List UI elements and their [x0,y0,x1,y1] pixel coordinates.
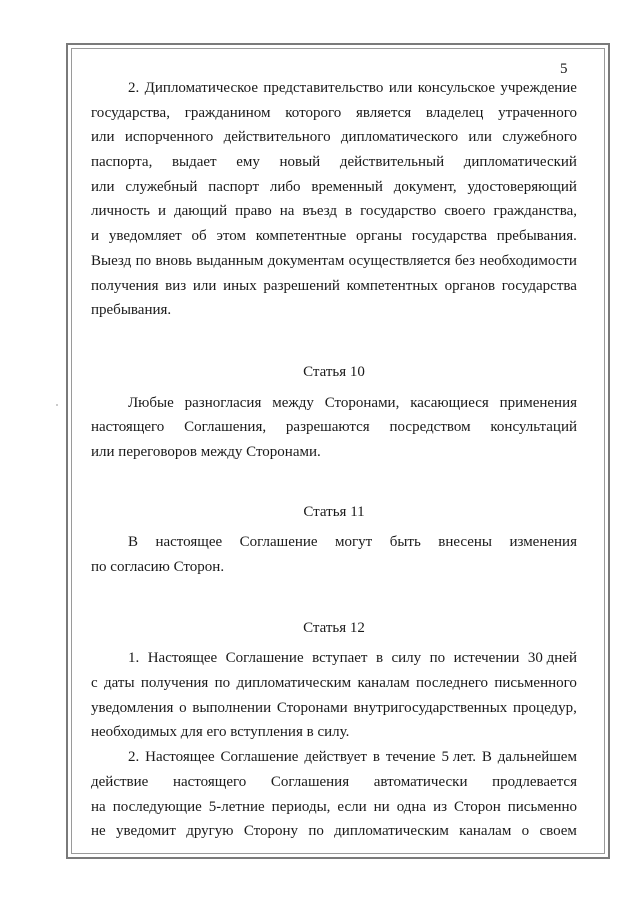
word: по [214,675,231,692]
word: между [272,394,314,411]
scan-speck [56,404,58,406]
word: или [91,178,115,195]
text-line [91,795,577,820]
word: временный [311,178,383,195]
text-line [91,249,577,274]
word: паспорт [208,178,260,195]
text-line [91,101,577,126]
word: виз [165,277,187,294]
word: Сторон. [173,559,225,575]
word: каналам [459,823,512,840]
word: Соглашение [225,650,304,667]
word: 2. [128,749,140,766]
word: пребывания. [91,302,172,319]
word: дипломатический [463,154,577,171]
word: уведомляет [108,228,182,245]
word: пребывания. [496,228,577,245]
article-heading: Статья 11 [303,503,365,520]
word: в [372,749,380,766]
word: дипломатическим [236,675,352,692]
word: вступает [312,650,368,667]
word: на [279,203,295,220]
word: дальнейшем [497,749,577,766]
word: удостоверяющий [467,178,577,195]
word: разрешений [263,277,340,294]
text-line [91,770,577,795]
word: въезд [302,203,338,220]
word: или [388,80,413,96]
text-line [91,224,577,249]
word: посредством [389,419,471,436]
word: Сторонами [276,699,348,716]
word: утраченного [498,104,577,121]
word: если [337,798,367,815]
word: 30 дней [527,650,577,667]
word: об [191,228,207,245]
word: своем [539,823,577,840]
word: одна [396,798,427,815]
page-number: 5 [560,61,568,77]
word: Соглашение [239,534,318,551]
word: в [306,724,314,741]
word: Сторон [454,798,501,815]
word: своего [444,203,486,220]
word: для [180,724,203,741]
word: по [429,650,446,667]
word: органы [356,228,402,245]
word: документ, [393,178,457,195]
text-line [91,391,577,416]
text-line [91,696,577,721]
word: получения [91,277,159,294]
word: настоящего [172,773,247,790]
word: служебный [125,178,198,195]
word: Сторонами, [324,394,400,411]
word: по [135,252,152,269]
word: каналам [357,675,410,692]
word: продлевается [492,773,577,790]
word: изменения [509,534,577,551]
article-11 [91,500,577,580]
text-line [91,646,577,671]
text-line [91,555,577,580]
document-body [91,76,577,844]
word: с [91,675,98,692]
text-line [91,175,577,200]
word: испорченного [124,129,214,146]
word: не [91,823,106,840]
word: документам [267,252,345,269]
text-line [91,671,577,696]
word: или [468,129,492,146]
word: владелец [425,104,484,121]
text-line [91,125,577,150]
article-10 [91,360,577,465]
word: Сторонами. [246,443,321,460]
word: силу. [317,724,350,741]
text-line [91,199,577,224]
word: выдает [171,154,217,171]
word: представительство [263,80,384,96]
word: истечении [453,650,520,667]
word: письменного [494,675,577,692]
word: переговоров [118,443,197,460]
word: вновь [155,252,192,269]
word: действительного [223,129,331,146]
word: по [91,559,107,575]
word: консульское [417,80,495,96]
word: государства [501,277,577,294]
text-line [91,76,577,101]
word: внесены [438,534,492,551]
word: Настоящее [145,749,215,766]
word: ему [236,154,260,171]
word: гражданства, [493,203,577,220]
word: необходимости [479,252,577,269]
word: дающий [174,203,228,220]
word: вступления [230,724,303,741]
word: этом [216,228,246,245]
word: 1. [128,650,140,667]
word: органов [444,277,496,294]
word: периоды, [271,798,331,815]
word: по [308,823,324,840]
word: и [158,203,167,220]
word: ни [373,798,390,815]
article-12 [91,616,577,844]
word: В [128,534,139,551]
word: государства, [91,104,170,121]
word: консультаций [490,419,577,436]
section-9-continuation [91,76,577,323]
word: письменно [507,798,577,815]
word: выданным [196,252,264,269]
word: компетентные [255,228,347,245]
word: без [454,252,476,269]
word: необходимых [91,724,177,741]
word: служебного [502,129,577,146]
word: или [192,277,217,294]
word: о [179,699,187,716]
word: или [91,129,115,146]
word: процедур, [513,699,577,716]
word: уведомления [91,699,174,716]
word: силу [391,650,422,667]
word: получения [140,675,209,692]
word: право [235,203,272,220]
word: компетентных [346,277,438,294]
word: 2. [128,80,140,96]
word: Соглашения, [184,419,267,436]
word: личность [91,203,151,220]
text-line [91,150,577,175]
text-line [91,530,577,555]
text-line [91,440,577,465]
word: действительный [339,154,445,171]
word: его [206,724,227,741]
text-line [91,274,577,299]
word: быть [389,534,421,551]
word: Дипломатическое [144,80,258,96]
text-line [91,745,577,770]
word: в [345,203,353,220]
text-line [91,415,577,440]
word: из [433,798,448,815]
word: между [200,443,243,460]
article-heading: Статья 12 [303,619,365,636]
word: разногласия [184,394,262,411]
word: Сторону [243,823,299,840]
word: Любые [128,394,174,411]
word: действует [304,749,367,766]
word: в [375,650,384,667]
word: внутригосударственных [353,699,508,716]
word: 5-летние [208,798,265,815]
word: новый [279,154,321,171]
word: 5 лет. [441,749,477,766]
word: автоматически [373,773,468,790]
word: государство [360,203,437,220]
word: могут [335,534,373,551]
word: касающиеся [410,394,489,411]
word: последующие [112,798,202,815]
word: даты [103,675,135,692]
word: иных [223,277,257,294]
word: действие [91,773,149,790]
text-line [91,298,577,323]
word: настоящее [155,534,223,551]
word: другую [186,823,234,840]
word: на [91,798,106,815]
word: Выезд [91,252,132,269]
word: государства [411,228,487,245]
word: гражданином [184,104,271,121]
word: Настоящее [147,650,218,667]
word: применения [499,394,577,411]
word: последнего [415,675,489,692]
text-line [91,819,577,844]
word: и [91,228,100,245]
word: согласию [110,559,170,575]
text-line [91,720,577,745]
word: дипломатическим [334,823,449,840]
word: паспорта, [91,154,153,171]
word: учреждение [500,80,577,96]
word: течение [385,749,436,766]
word: настоящего [91,419,165,436]
word: уведомит [116,823,176,840]
word: выполнении [192,699,272,716]
word: либо [269,178,301,195]
word: В [481,749,492,766]
word: дипломатического [340,129,459,146]
word: Соглашение [220,749,299,766]
word: разрешаются [285,419,370,436]
word: о [521,823,530,840]
word: является [356,104,412,121]
word: осуществляется [348,252,451,269]
word: или [91,443,115,460]
word: которого [285,104,342,121]
word: Соглашения [270,773,350,790]
article-heading: Статья 10 [303,363,365,380]
